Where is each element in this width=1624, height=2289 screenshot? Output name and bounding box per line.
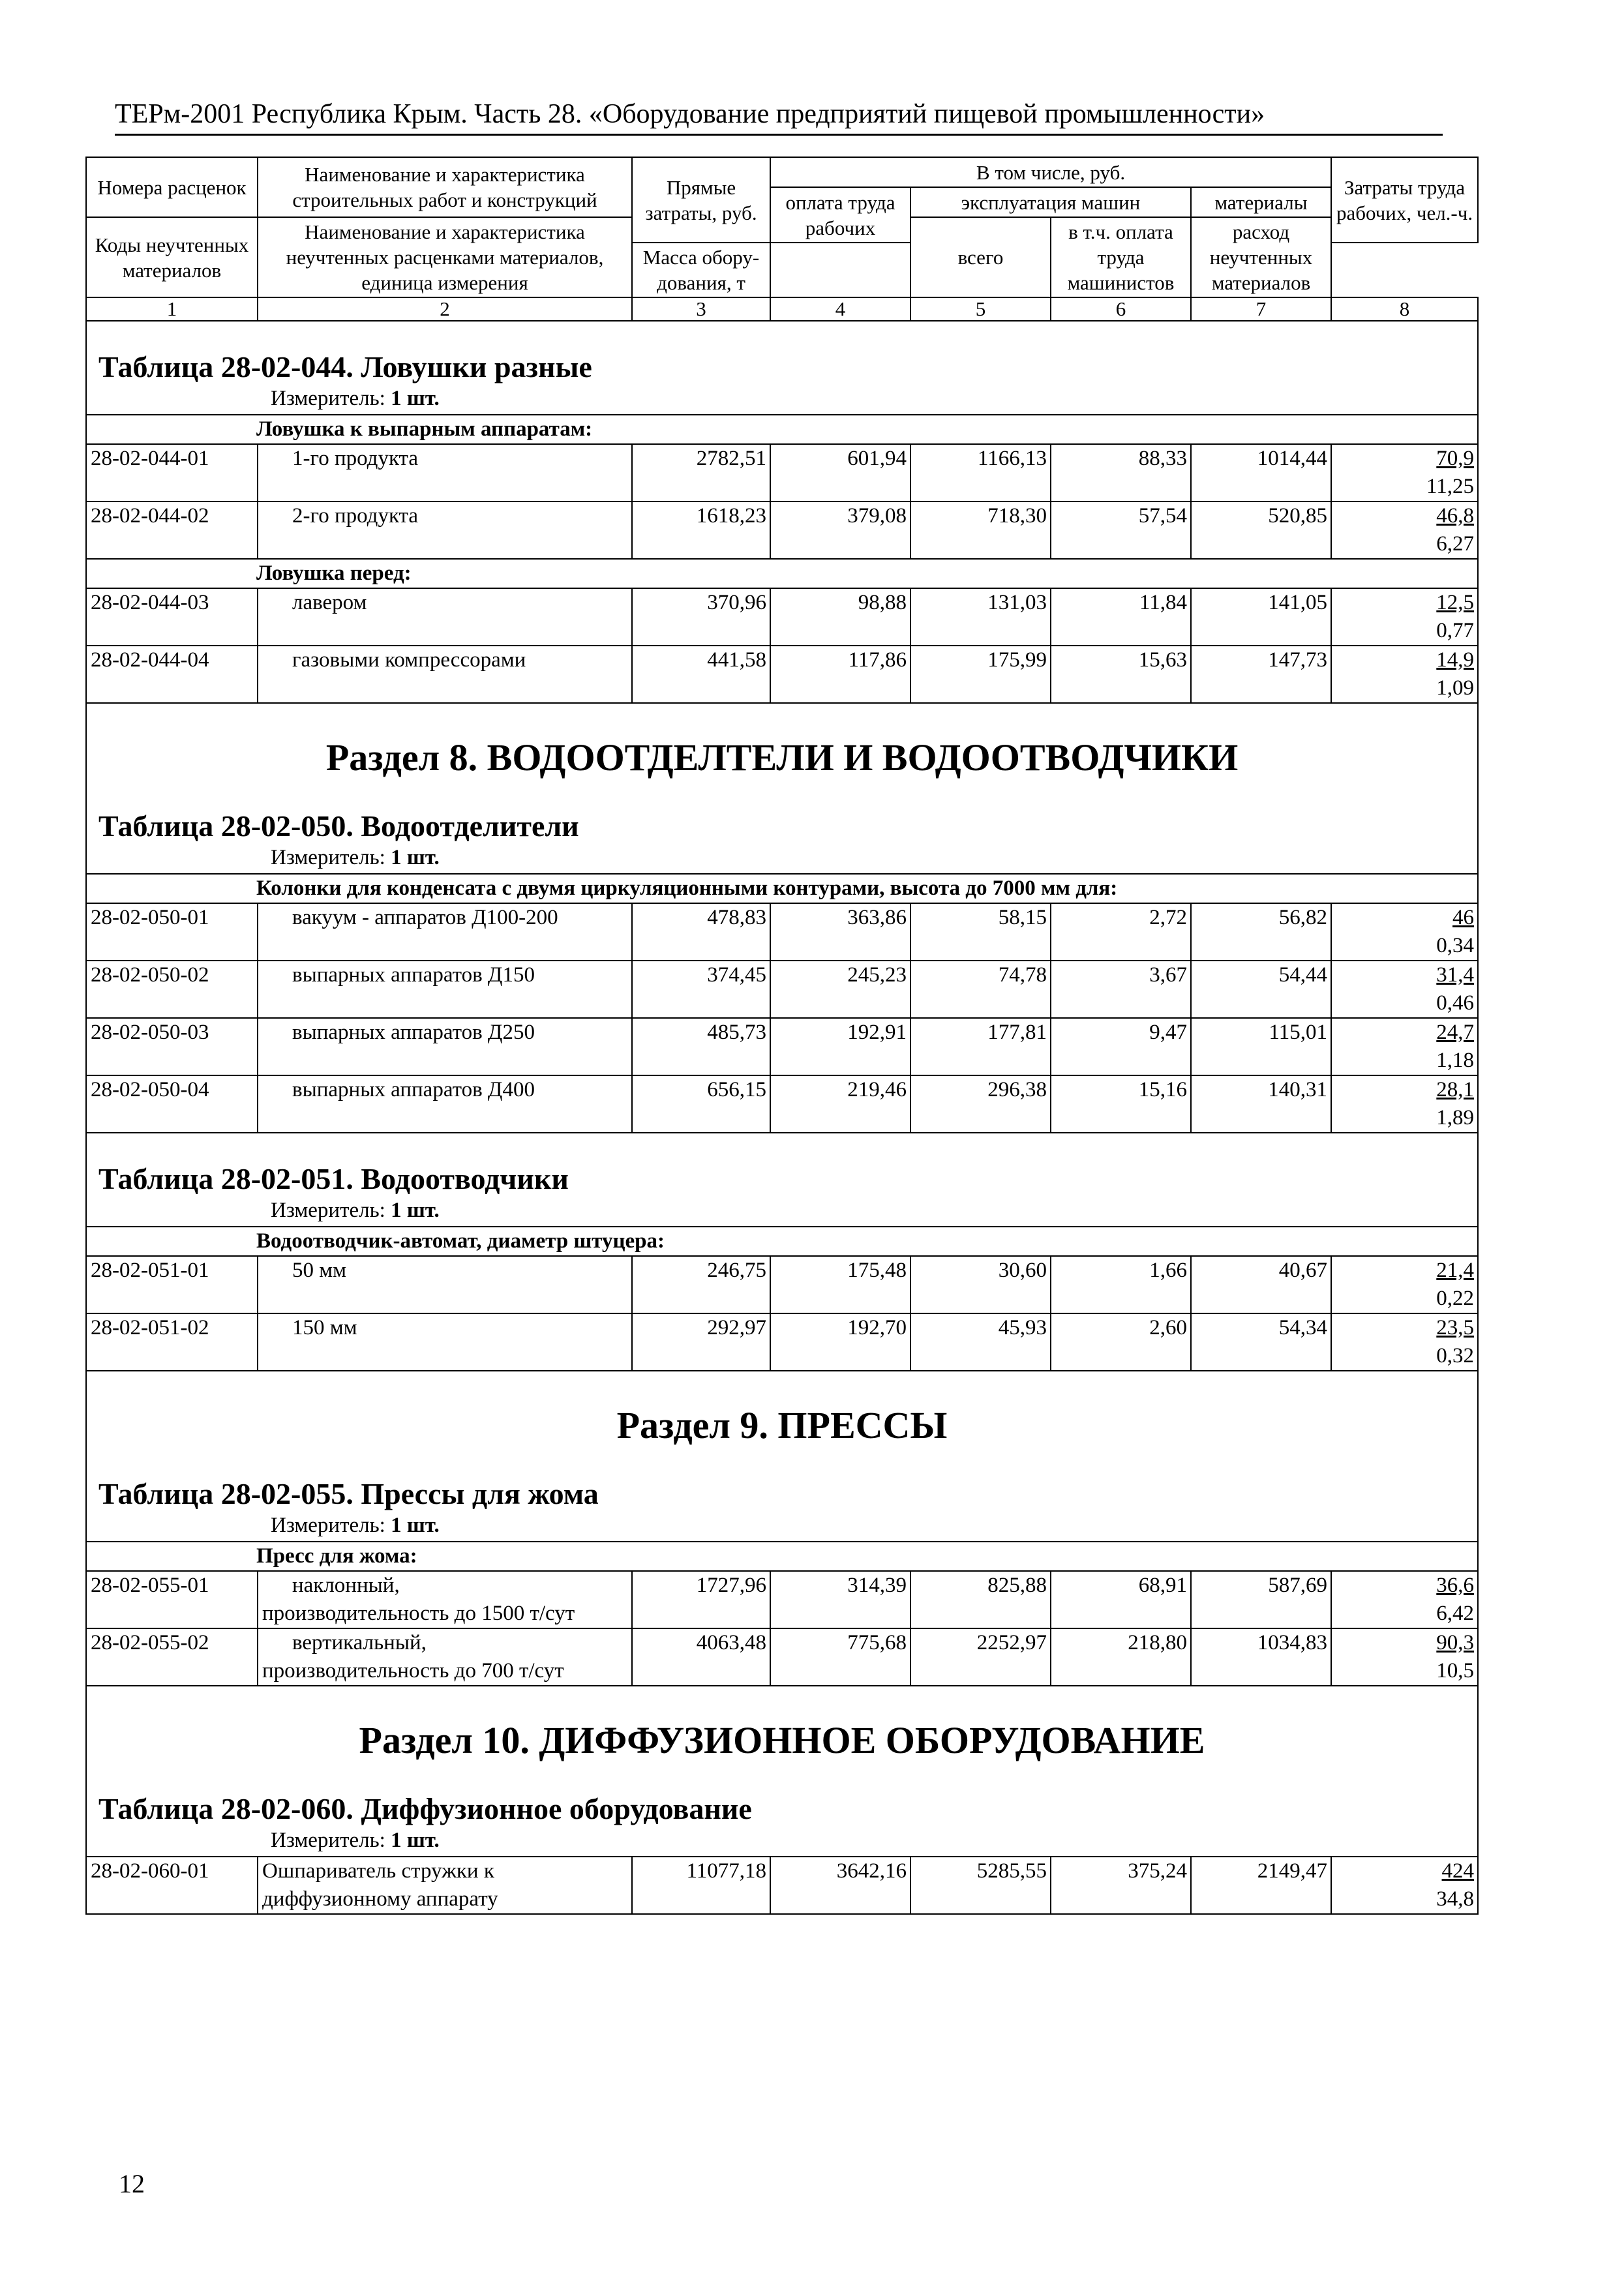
labor-and-mass <box>1331 903 1478 961</box>
labor-and-mass <box>1331 1075 1478 1133</box>
worker-wage: 363,86 <box>770 903 910 961</box>
measure-value: 1 шт. <box>391 1199 440 1222</box>
materials-cost: 2149,47 <box>1191 1857 1331 1914</box>
direct-cost: 246,75 <box>632 1256 770 1313</box>
measure-label: Измеритель: <box>271 846 385 869</box>
col-header-material-names: Наименование и характеристика неучтенных расценками материалов, единица измерения <box>258 217 632 297</box>
measure-value: 1 шт. <box>391 846 440 869</box>
equipment-mass: 34,8 <box>1436 1887 1475 1911</box>
machinist-wage: 2,60 <box>1051 1313 1191 1371</box>
rate-name-line: производительность до 1500 т/сут <box>262 1602 575 1625</box>
labor-and-mass <box>1331 1313 1478 1371</box>
rate-name-line: газовыми компрессорами <box>292 648 526 672</box>
labor-and-mass <box>1331 588 1478 646</box>
table-heading-cell <box>86 703 1478 874</box>
worker-wage: 192,91 <box>770 1018 910 1075</box>
table-row <box>86 1075 1478 1133</box>
machines-total: 718,30 <box>910 501 1051 559</box>
rate-name <box>258 1256 632 1313</box>
materials-cost: 54,34 <box>1191 1313 1331 1371</box>
direct-cost: 2782,51 <box>632 444 770 501</box>
direct-cost: 478,83 <box>632 903 770 961</box>
subheading-row <box>86 1227 1478 1256</box>
measure-label: Измеритель: <box>271 387 385 410</box>
table-heading-cell <box>86 321 1478 415</box>
rate-name <box>258 501 632 559</box>
section-title: Раздел 9. ПРЕССЫ <box>616 1404 948 1446</box>
col-header-materials-usage: расход неучтенных материалов <box>1191 217 1331 297</box>
rate-name <box>258 1857 632 1914</box>
rate-name-line: 2-го продукта <box>292 504 419 528</box>
machinist-wage: 375,24 <box>1051 1857 1191 1914</box>
machinist-wage: 88,33 <box>1051 444 1191 501</box>
equipment-mass: 1,09 <box>1436 676 1475 700</box>
equipment-mass: 6,27 <box>1436 532 1475 556</box>
measure-unit <box>87 845 1477 873</box>
direct-cost: 485,73 <box>632 1018 770 1075</box>
worker-wage: 379,08 <box>770 501 910 559</box>
subheading-row <box>86 874 1478 903</box>
machinist-wage: 15,16 <box>1051 1075 1191 1133</box>
measure-unit <box>87 385 1477 414</box>
rate-name <box>258 1628 632 1686</box>
column-number: 4 <box>770 297 910 321</box>
rate-name-line: 1-го продукта <box>292 447 419 470</box>
table-heading-cell <box>86 1371 1478 1542</box>
labor-and-mass <box>1331 1256 1478 1313</box>
rate-code: 28-02-050-03 <box>86 1018 258 1075</box>
table-title: Таблица 28-02-060. Диффузионное оборудование <box>98 1792 752 1825</box>
equipment-mass: 0,77 <box>1436 619 1475 642</box>
subheading-row <box>86 1542 1478 1571</box>
machines-total: 175,99 <box>910 646 1051 703</box>
group-subheading: Колонки для конденсата с двумя циркуляционными контурами, высота до 7000 мм для: <box>86 874 1478 903</box>
machinist-wage: 2,72 <box>1051 903 1191 961</box>
worker-wage: 775,68 <box>770 1628 910 1686</box>
col-header-codes: Номера расценок <box>86 157 258 217</box>
table-title: Таблица 28-02-051. Водоотводчики <box>98 1162 569 1195</box>
rate-code: 28-02-044-02 <box>86 501 258 559</box>
worker-wage: 117,86 <box>770 646 910 703</box>
materials-cost: 54,44 <box>1191 961 1331 1018</box>
labor-hours: 70,9 <box>1436 447 1475 470</box>
table-heading-cell <box>86 1133 1478 1227</box>
rate-code: 28-02-055-01 <box>86 1571 258 1628</box>
column-number: 5 <box>910 297 1051 321</box>
machines-total: 45,93 <box>910 1313 1051 1371</box>
column-number: 6 <box>1051 297 1191 321</box>
labor-hours: 12,5 <box>1436 591 1475 614</box>
column-number: 3 <box>632 297 770 321</box>
table-title: Таблица 28-02-055. Прессы для жома <box>98 1477 599 1510</box>
worker-wage: 98,88 <box>770 588 910 646</box>
table-row <box>86 444 1478 501</box>
rate-name-line: диффузионному аппарату <box>262 1887 498 1911</box>
rate-name <box>258 1313 632 1371</box>
table-row <box>86 646 1478 703</box>
direct-cost: 1727,96 <box>632 1571 770 1628</box>
labor-hours: 424 <box>1441 1859 1475 1883</box>
measure-label: Измеритель: <box>271 1514 385 1537</box>
direct-cost: 1618,23 <box>632 501 770 559</box>
rate-name-line: лавером <box>292 591 367 614</box>
rate-name-line: вертикальный, <box>292 1631 427 1654</box>
rate-code: 28-02-050-01 <box>86 903 258 961</box>
rates-table <box>85 157 1479 1915</box>
machinist-wage: 3,67 <box>1051 961 1191 1018</box>
rate-name-line: 50 мм <box>292 1259 347 1282</box>
rate-name <box>258 588 632 646</box>
table-title-row <box>86 321 1478 415</box>
rate-name <box>258 1018 632 1075</box>
machines-total: 2252,97 <box>910 1628 1051 1686</box>
table-row <box>86 1628 1478 1686</box>
machinist-wage: 15,63 <box>1051 646 1191 703</box>
rate-code: 28-02-050-04 <box>86 1075 258 1133</box>
rate-code: 28-02-055-02 <box>86 1628 258 1686</box>
rate-code: 28-02-051-02 <box>86 1313 258 1371</box>
machinist-wage: 1,66 <box>1051 1256 1191 1313</box>
rate-name-line: производительность до 700 т/сут <box>262 1659 564 1683</box>
materials-cost: 140,31 <box>1191 1075 1331 1133</box>
rate-code: 28-02-044-04 <box>86 646 258 703</box>
table-heading-cell <box>86 1686 1478 1857</box>
machines-total: 30,60 <box>910 1256 1051 1313</box>
column-number: 8 <box>1331 297 1478 321</box>
measure-unit <box>87 1197 1477 1226</box>
direct-cost: 370,96 <box>632 588 770 646</box>
machines-total: 5285,55 <box>910 1857 1051 1914</box>
materials-cost: 40,67 <box>1191 1256 1331 1313</box>
table-title-row <box>86 1371 1478 1542</box>
rate-name-line: выпарных аппаратов Д400 <box>292 1078 535 1101</box>
machinist-wage: 9,47 <box>1051 1018 1191 1075</box>
measure-value: 1 шт. <box>391 387 440 410</box>
col-header-mass: Масса обору-дования, т <box>632 243 770 297</box>
equipment-mass: 0,32 <box>1436 1344 1475 1368</box>
rate-name-line: наклонный, <box>292 1574 400 1597</box>
group-subheading: Пресс для жома: <box>86 1542 1478 1571</box>
table-body <box>86 157 1478 1914</box>
equipment-mass: 11,25 <box>1426 475 1475 498</box>
machinist-wage: 68,91 <box>1051 1571 1191 1628</box>
machines-total: 58,15 <box>910 903 1051 961</box>
table-row <box>86 588 1478 646</box>
materials-cost: 115,01 <box>1191 1018 1331 1075</box>
subheading-row <box>86 415 1478 444</box>
materials-cost: 147,73 <box>1191 646 1331 703</box>
col-header-machines-total: всего <box>910 217 1051 297</box>
measure-label: Измеритель: <box>271 1829 385 1852</box>
rate-name-line: выпарных аппаратов Д250 <box>292 1021 535 1044</box>
rate-name-line: Ошпариватель стружки к <box>262 1859 494 1883</box>
direct-cost: 292,97 <box>632 1313 770 1371</box>
table-title-row <box>86 703 1478 874</box>
labor-and-mass <box>1331 444 1478 501</box>
direct-cost: 374,45 <box>632 961 770 1018</box>
machinist-wage: 218,80 <box>1051 1628 1191 1686</box>
labor-hours: 46 <box>1452 906 1475 929</box>
col-header-materials: материалы <box>1191 187 1331 217</box>
equipment-mass: 0,22 <box>1436 1287 1475 1310</box>
measure-unit <box>87 1512 1477 1541</box>
labor-hours: 21,4 <box>1436 1259 1475 1282</box>
group-subheading: Водоотводчик-автомат, диаметр штуцера: <box>86 1227 1478 1256</box>
col-header-direct: Прямые затраты, руб. <box>632 157 770 243</box>
table-row <box>86 1018 1478 1075</box>
measure-unit <box>87 1827 1477 1856</box>
labor-and-mass <box>1331 961 1478 1018</box>
col-header-machines: эксплуатация машин <box>910 187 1191 217</box>
running-header: ТЕРм-2001 Республика Крым. Часть 28. «Оборудование предприятий пищевой промышленности» <box>115 99 1265 129</box>
rate-name-line: 150 мм <box>292 1316 357 1339</box>
machines-total: 74,78 <box>910 961 1051 1018</box>
rate-name <box>258 903 632 961</box>
materials-cost: 141,05 <box>1191 588 1331 646</box>
table-title-row <box>86 1686 1478 1857</box>
rate-code: 28-02-051-01 <box>86 1256 258 1313</box>
labor-hours: 24,7 <box>1436 1021 1475 1044</box>
rate-name <box>258 1571 632 1628</box>
labor-and-mass <box>1331 646 1478 703</box>
rate-name <box>258 646 632 703</box>
labor-hours: 28,1 <box>1436 1078 1475 1101</box>
direct-cost: 656,15 <box>632 1075 770 1133</box>
table-title-row <box>86 1133 1478 1227</box>
rate-name-line: вакуум - аппаратов Д100-200 <box>292 906 558 929</box>
equipment-mass: 0,34 <box>1436 934 1475 957</box>
worker-wage: 175,48 <box>770 1256 910 1313</box>
table-title: Таблица 28-02-044. Ловушки разные <box>98 350 592 383</box>
rate-code: 28-02-060-01 <box>86 1857 258 1914</box>
materials-cost: 1034,83 <box>1191 1628 1331 1686</box>
measure-value: 1 шт. <box>391 1829 440 1852</box>
column-number: 7 <box>1191 297 1331 321</box>
table-row <box>86 961 1478 1018</box>
col-header-wage: оплата труда рабочих <box>770 187 910 243</box>
col-header-including: В том числе, руб. <box>770 157 1331 187</box>
table-row <box>86 1857 1478 1914</box>
labor-and-mass <box>1331 1628 1478 1686</box>
labor-and-mass <box>1331 501 1478 559</box>
labor-hours: 36,6 <box>1436 1574 1475 1597</box>
rate-code: 28-02-044-03 <box>86 588 258 646</box>
col-header-material-codes: Коды неучтенных материалов <box>86 217 258 297</box>
column-number: 1 <box>86 297 258 321</box>
measure-value: 1 шт. <box>391 1514 440 1537</box>
machinist-wage: 57,54 <box>1051 501 1191 559</box>
worker-wage: 192,70 <box>770 1313 910 1371</box>
labor-and-mass <box>1331 1857 1478 1914</box>
column-numbers-row <box>86 297 1478 321</box>
equipment-mass: 0,46 <box>1436 991 1475 1015</box>
group-subheading: Ловушка перед: <box>86 559 1478 588</box>
table-row <box>86 501 1478 559</box>
col-header-machinist-wage: в т.ч. оплата труда машинистов <box>1051 217 1191 297</box>
materials-cost: 1014,44 <box>1191 444 1331 501</box>
machines-total: 177,81 <box>910 1018 1051 1075</box>
table-row <box>86 1571 1478 1628</box>
labor-and-mass <box>1331 1018 1478 1075</box>
table-row <box>86 903 1478 961</box>
direct-cost: 441,58 <box>632 646 770 703</box>
machines-total: 1166,13 <box>910 444 1051 501</box>
rate-name <box>258 444 632 501</box>
subheading-row <box>86 559 1478 588</box>
equipment-mass: 1,89 <box>1436 1106 1475 1130</box>
rate-name-line: выпарных аппаратов Д150 <box>292 963 535 987</box>
labor-hours: 90,3 <box>1436 1631 1475 1654</box>
worker-wage: 314,39 <box>770 1571 910 1628</box>
labor-hours: 46,8 <box>1436 504 1475 528</box>
machines-total: 825,88 <box>910 1571 1051 1628</box>
table-row <box>86 1256 1478 1313</box>
rate-code: 28-02-050-02 <box>86 961 258 1018</box>
rate-name <box>258 1075 632 1133</box>
materials-cost: 587,69 <box>1191 1571 1331 1628</box>
worker-wage: 601,94 <box>770 444 910 501</box>
labor-hours: 31,4 <box>1436 963 1475 987</box>
direct-cost: 11077,18 <box>632 1857 770 1914</box>
machines-total: 296,38 <box>910 1075 1051 1133</box>
header-rule <box>115 134 1443 136</box>
equipment-mass: 1,18 <box>1436 1049 1475 1072</box>
equipment-mass: 10,5 <box>1436 1659 1475 1683</box>
labor-and-mass <box>1331 1571 1478 1628</box>
rate-code: 28-02-044-01 <box>86 444 258 501</box>
col-header-labor: Затраты труда рабочих, чел.-ч. <box>1331 157 1478 243</box>
direct-cost: 4063,48 <box>632 1628 770 1686</box>
materials-cost: 520,85 <box>1191 501 1331 559</box>
materials-cost: 56,82 <box>1191 903 1331 961</box>
column-number: 2 <box>258 297 632 321</box>
worker-wage: 3642,16 <box>770 1857 910 1914</box>
labor-hours: 14,9 <box>1436 648 1475 672</box>
table-row <box>86 1313 1478 1371</box>
worker-wage: 245,23 <box>770 961 910 1018</box>
col-header-name: Наименование и характеристика строительных работ и конструкций <box>258 157 632 217</box>
rate-name <box>258 961 632 1018</box>
page-number: 12 <box>119 2169 145 2198</box>
machines-total: 131,03 <box>910 588 1051 646</box>
equipment-mass: 6,42 <box>1436 1602 1475 1625</box>
group-subheading: Ловушка к выпарным аппаратам: <box>86 415 1478 444</box>
section-title: Раздел 8. ВОДООТДЕЛТЕЛИ И ВОДООТВОДЧИКИ <box>325 736 1239 779</box>
header-row <box>86 157 1478 187</box>
worker-wage: 219,46 <box>770 1075 910 1133</box>
measure-label: Измеритель: <box>271 1199 385 1222</box>
table-title: Таблица 28-02-050. Водоотделители <box>98 809 579 843</box>
machinist-wage: 11,84 <box>1051 588 1191 646</box>
labor-hours: 23,5 <box>1436 1316 1475 1339</box>
section-title: Раздел 10. ДИФФУЗИОННОЕ ОБОРУДОВАНИЕ <box>359 1719 1205 1761</box>
